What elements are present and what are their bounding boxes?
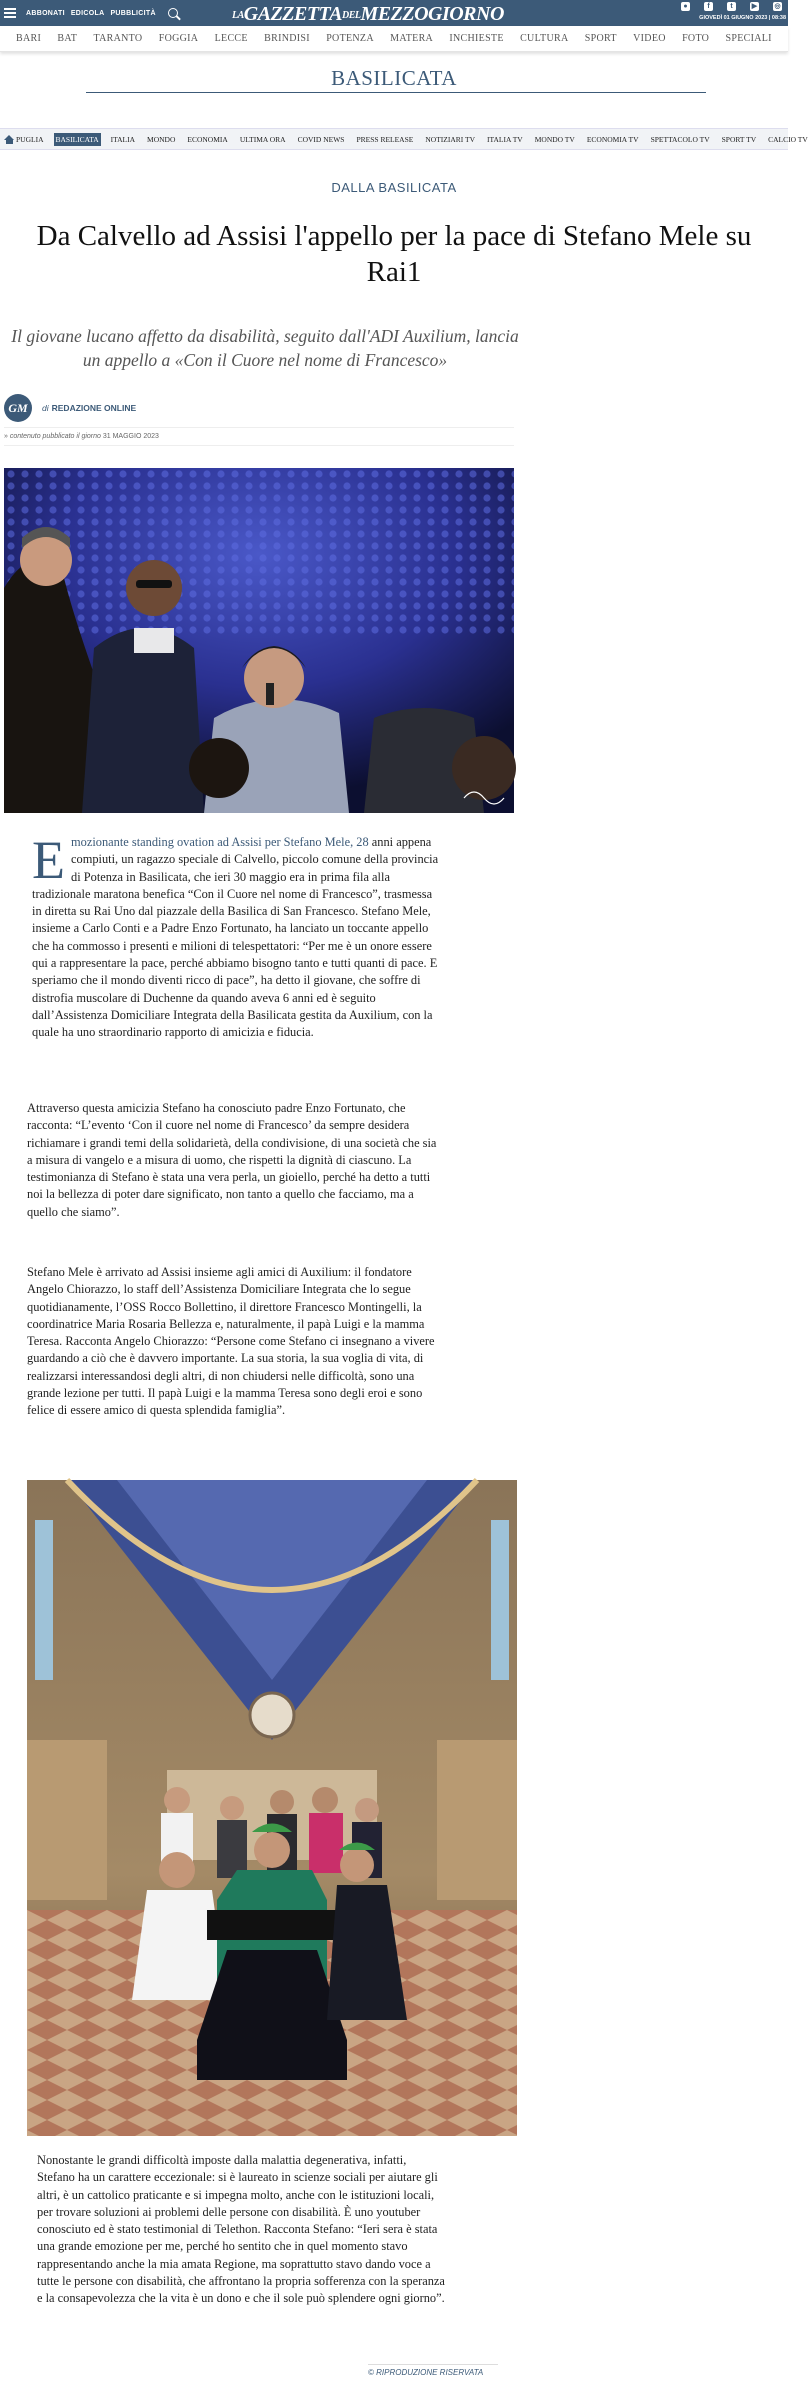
article-subhead: Il giovane lucano affetto da disabilità, seguito dall'ADI Auxilium, lancia un appello a «Con il Cuore nel nome di Francesco» — [11, 326, 519, 370]
site-logo[interactable]: LAGAZZETTADELMEZZOGIORNO — [232, 3, 504, 25]
article-paragraph — [32, 830, 440, 1042]
city-foggia[interactable]: FOGGIA — [158, 33, 199, 44]
publication-date: 31 MAGGIO 2023 — [102, 433, 159, 440]
nav-item[interactable]: SPETTACOLO TV — [650, 134, 710, 144]
publication-info: » contenuto pubblicato il giorno 31 MAGGIO 2023 — [4, 427, 514, 446]
nav-item[interactable]: MONDO TV — [534, 134, 575, 144]
link-pubblicita[interactable]: PUBBLICITÀ — [110, 9, 156, 17]
article-kicker[interactable]: DALLA BASILICATA — [331, 180, 457, 195]
author-avatar[interactable]: GM — [4, 394, 32, 422]
city-potenza[interactable]: POTENZA — [326, 33, 374, 44]
city-matera[interactable]: MATERA — [390, 33, 434, 44]
article-paragraph: Stefano Mele è arrivato ad Assisi insieme agli amici di Auxilium: il fondatore Angelo Chiorazzo, lo staff dell’Assistenza Domiciliare Integrata che lo segue quotidianamente, l’OSS Rocco Bollettino, il direttore Francesco Montingelli, la coordinatrice Maria Rosaria Bellezza e, naturalmente, il papà Luigi e la mamma Teresa. Racconta Angelo Chiorazzo: “Persone come Stefano ci insegnano a vivere guardando a ciò che è davvero importante. La sua storia, la sua voglia di vita, di realizzarsi interessandosi degli altri, di non chiudersi nelle difficoltà, sono una grande lezione per tutti. Il papà Luigi e la mamma Teresa sono degli eroi e sono felice di essere amico di questa splendida famiglia”. — [27, 1265, 435, 1418]
nav-item[interactable]: ECONOMIA TV — [586, 134, 639, 144]
nav-item[interactable]: ULTIMA ORA — [239, 134, 286, 144]
search-icon[interactable] — [168, 8, 178, 18]
city-lecce[interactable]: LECCE — [214, 33, 248, 44]
author-name[interactable]: REDAZIONE ONLINE — [51, 403, 137, 413]
article-lead: mozionante standing ovation ad Assisi per Stefano Mele, 28 — [71, 835, 369, 849]
author-prefix: di — [42, 403, 49, 413]
article-paragraph: Nonostante le grandi difficoltà imposte dalla malattia degenerativa, infatti, Stefano ha un carattere eccezionale: si è laureato in scienze sociali per aiutare gli altri, è un cattolico praticante e si impegna molto, anche con le istituzioni locali, per trovare soluzioni ai problemi delle persone con disabilità. È uno youtuber conosciuto ed è stato testimonial di Telethon. Racconta Stefano: “Ieri sera è stata una grande emozione per me, perché ho sentito che in quel momento stavo rappresentando anche la mia amata Regione, ma soprattutto stavo dando voce a tutte le persone con disabilità, che affrontano la propria sofferenza con la speranza e la consapevolezza che la vita è un dono e che il sole può splendere ogni giorno”. — [37, 2153, 445, 2306]
social-icons — [681, 2, 782, 11]
youtube-icon[interactable]: ▶ — [751, 3, 758, 10]
cities-nav — [0, 26, 788, 52]
nav-item[interactable]: PRESS RELEASE — [356, 134, 414, 144]
article-headline: Da Calvello ad Assisi l'appello per la pace di Stefano Mele su Rai1 — [36, 220, 752, 288]
drop-cap: E — [32, 830, 65, 890]
author-block — [4, 394, 136, 422]
city-bat[interactable]: BAT — [57, 33, 78, 44]
nav-item[interactable]: SPORT TV — [721, 134, 757, 144]
nav-item[interactable]: COVID NEWS — [297, 134, 345, 144]
nav-cultura[interactable]: CULTURA — [520, 33, 569, 44]
nav-item[interactable]: ITALIA TV — [487, 134, 523, 144]
current-date: GIOVEDÌ 01 GIUGNO 2023 | 08:38 — [699, 15, 786, 21]
nav-item[interactable]: PUGLIA — [16, 134, 44, 144]
nav-item[interactable]: ITALIA — [110, 134, 136, 144]
main-nav — [0, 128, 808, 150]
nav-item[interactable]: CALCIO TV — [768, 134, 808, 144]
nav-foto[interactable]: FOTO — [682, 33, 710, 44]
link-abbonati[interactable]: ABBONATI — [26, 9, 65, 17]
publication-label: contenuto pubblicato il giorno — [9, 433, 101, 440]
city-bari[interactable]: BARI — [16, 33, 42, 44]
user-icon[interactable]: ● — [681, 2, 690, 11]
link-edicola[interactable]: EDICOLA — [70, 9, 105, 17]
section-title[interactable]: BASILICATA — [331, 66, 457, 90]
twitter-icon[interactable]: t — [727, 2, 736, 11]
instagram-icon[interactable]: ◎ — [774, 3, 781, 10]
nav-item[interactable]: NOTIZIARI TV — [425, 134, 476, 144]
article-paragraph: Attraverso questa amicizia Stefano ha conosciuto padre Enzo Fortunato, che racconta: “L’evento ‘Con il cuore nel nome di Francesco’ da sempre desidera richiamare i grandi temi della solidarietà, della condivisione, di una società che sia a misura di vangelo e a misura di uomo, che rispetti la dignità di ciascuno. La testimonianza di Stefano è stata una vera perla, un gioiello, perché ha detto a tutti noi la bellezza di poter dare significato, non tanto a quello che facciamo, ma a quello che siamo”. — [27, 1101, 437, 1219]
section-divider — [86, 92, 706, 93]
facebook-icon[interactable]: f — [704, 2, 713, 11]
nav-speciali[interactable]: SPECIALI — [725, 33, 772, 44]
city-taranto[interactable]: TARANTO — [93, 33, 143, 44]
article-paragraph-text: anni appena compiuti, un ragazzo speciale di Calvello, piccolo comune della provincia di Potenza in Basilicata, che ieri 30 maggio era in prima fila alla tradizionale maratona benefica “Con il Cuore nel nome di Francesco”, trasmessa in diretta su Rai Uno dal piazzale della Basilica di San Francesco. Stefano Mele, insieme a Carlo Conti e a Padre Enzo Fortunato, ha lanciato un toccante appello che ha commosso i presenti e milioni di telespettatori: “Per me è un onore essere qui a rappresentare la pace, perché abbiamo bisogno tanto e tutti quanti di pace. E speriamo che il mondo diventi ricco di pace”, ha detto il giovane, che soffre di distrofia muscolare di Duchenne da quando aveva 6 anni ed è seguito dall’Assistenza Domiciliare Integrata della Basilicata gestita da Auxilium, con la quale ha uno straordinario rapporto di amicizia e fiducia. — [32, 835, 439, 1040]
nav-item[interactable]: MONDO — [147, 134, 176, 144]
article-photo-standing-ovation[interactable] — [4, 468, 514, 813]
copyright-notice: © RIPRODUZIONE RISERVATA — [368, 2364, 498, 2377]
city-brindisi[interactable]: BRINDISI — [264, 33, 310, 44]
nav-sport[interactable]: SPORT — [584, 33, 617, 44]
nav-inchieste[interactable]: INCHIESTE — [449, 33, 504, 44]
nav-item[interactable]: ECONOMIA — [187, 134, 228, 144]
nav-video[interactable]: VIDEO — [633, 33, 666, 44]
menu-icon[interactable] — [4, 6, 16, 20]
article-photo-basilica-group[interactable] — [27, 1480, 517, 2136]
top-header — [0, 0, 788, 26]
nav-item-active[interactable]: BASILICATA — [55, 134, 99, 144]
